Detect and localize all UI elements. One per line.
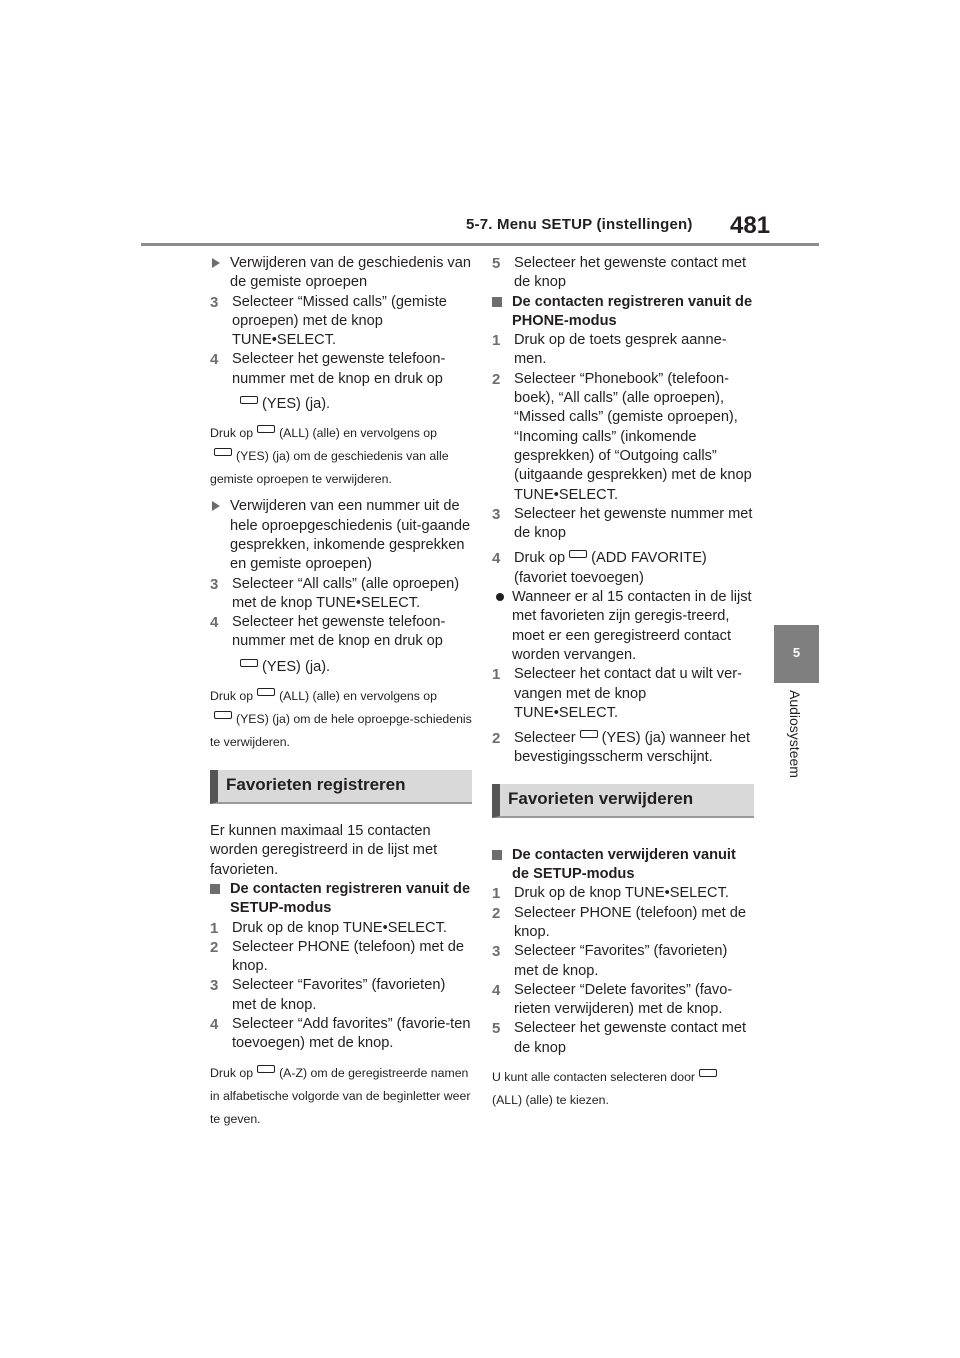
button-icon (214, 711, 232, 719)
intro-paragraph: Er kunnen maximaal 15 contacten worden geregistreerd in de lijst met favorieten. (210, 823, 438, 878)
section-heading: Favorieten registreren (210, 770, 472, 804)
step-continuation: (YES) (ja). (210, 658, 472, 677)
step-item: 4 Selecteer het gewenste telefoon-nummer met de knop en druk op (210, 351, 446, 387)
step-item: 2 Selecteer PHONE (telefoon) met de knop. (492, 904, 746, 940)
step-item: 3 Selecteer “Favorites” (favorieten) met de knop. (210, 977, 446, 1013)
page-number: 481 (730, 212, 771, 239)
step-item: 1 Druk op de knop TUNE•SELECT. (210, 919, 447, 937)
step-item: 5 Selecteer het gewenste contact met de knop (492, 1020, 747, 1056)
button-icon (257, 425, 275, 433)
button-icon (240, 659, 258, 667)
subsection-heading: Verwijderen van de geschiedenis van de gemiste oproepen (210, 254, 472, 293)
step-item: 1 Druk op de knop TUNE•SELECT. (492, 885, 729, 903)
subsection-heading: De contacten registreren vanuit de SETUP-modus (210, 880, 472, 919)
step-item: 4 Selecteer “Delete favorites” (favo-rieten verwijderen) met de knop. (492, 981, 733, 1018)
step-continuation: (YES) (ja). (210, 395, 472, 414)
button-icon (240, 396, 258, 404)
triangle-bullet-icon (212, 501, 220, 511)
left-column (210, 254, 472, 1131)
step-item: 3 Selecteer “Missed calls” (gemiste oproepen) met de knop TUNE•SELECT. (210, 293, 447, 349)
button-icon (699, 1069, 717, 1077)
square-bullet-icon (492, 297, 502, 307)
square-bullet-icon (492, 850, 502, 860)
step-item: 3 Selecteer “All calls” (alle oproepen) met de knop TUNE•SELECT. (210, 575, 460, 611)
subsection-heading: De contacten verwijderen vanuit de SETUP-modus (492, 846, 754, 885)
step-item: 2 Selecteer (YES) (ja) wanneer het bevestigingsscherm verschijnt. (492, 730, 751, 766)
note-text: Druk op (ALL) (alle) en vervolgens op (YES) (ja) om de geschiedenis van alle gemiste oproepen te verwijderen. (210, 426, 449, 487)
note-text: U kunt alle contacten selecteren door (ALL) (alle) te kiezen. (492, 1066, 754, 1112)
step-item: 3 Selecteer “Favorites” (favorieten) met de knop. (492, 943, 728, 979)
subsection-heading: Verwijderen van een nummer uit de hele oproepgeschiedenis (uit-gaande gesprekken, inkomende gesprekken en gemiste oproepen) (210, 497, 472, 574)
right-column (492, 254, 754, 1112)
note-text: Druk op (A-Z) om de geregistreerde namen in alfabetische volgorde van de beginletter weer te geven. (210, 1065, 471, 1126)
button-icon (569, 550, 587, 558)
chapter-tab: 5 (774, 625, 819, 683)
step-item: 4 Selecteer “Add favorites” (favorie-ten toevoegen) met de knop. (210, 1016, 471, 1052)
step-item: 4 Druk op (ADD FAVORITE) (favoriet toevoegen) (492, 550, 707, 586)
button-icon (257, 688, 275, 696)
running-header-section: 5-7. Menu SETUP (instellingen) (466, 216, 693, 233)
step-item: 1 Druk op de toets gesprek aanne-men. (492, 332, 727, 368)
step-item: 1 Selecteer het contact dat u wilt ver-vangen met de knop TUNE•SELECT. (492, 666, 742, 721)
square-bullet-icon (210, 884, 220, 894)
triangle-bullet-icon (212, 258, 220, 268)
section-heading: Favorieten verwijderen (492, 784, 754, 818)
subsection-heading: De contacten registreren vanuit de PHONE-modus (492, 293, 754, 332)
button-icon (214, 448, 232, 456)
step-item: 2 Selecteer PHONE (telefoon) met de knop. (210, 938, 464, 975)
chapter-label: Audiosysteem (787, 690, 803, 778)
button-icon (257, 1065, 275, 1073)
note-text: Druk op (ALL) (alle) en vervolgens op (YES) (ja) om de hele oproepge-schiedenis te verwijderen. (210, 689, 472, 750)
step-item: 2 Selecteer “Phonebook” (telefoon-boek), “All calls” (alle oproepen), “Missed calls” (gemiste oproepen), “Incoming calls” (inkomende gesprekken) of “Outgoing calls” (uitgaande gesprekken) met de knop TUNE•SELECT. (492, 370, 752, 503)
header-rule (141, 243, 819, 246)
step-item: 5 Selecteer het gewenste contact met de knop (492, 255, 747, 291)
step-item: 3 Selecteer het gewenste nummer met de knop (492, 505, 753, 542)
bullet-item: Wanneer er al 15 contacten in de lijst met favorieten zijn geregis-treerd, moet er een geregistreerd contact worden vervangen. (492, 588, 754, 665)
button-icon (580, 730, 598, 738)
step-item: 4 Selecteer het gewenste telefoon-nummer met de knop en druk op (210, 614, 446, 650)
bullet-dot-icon (496, 593, 504, 601)
